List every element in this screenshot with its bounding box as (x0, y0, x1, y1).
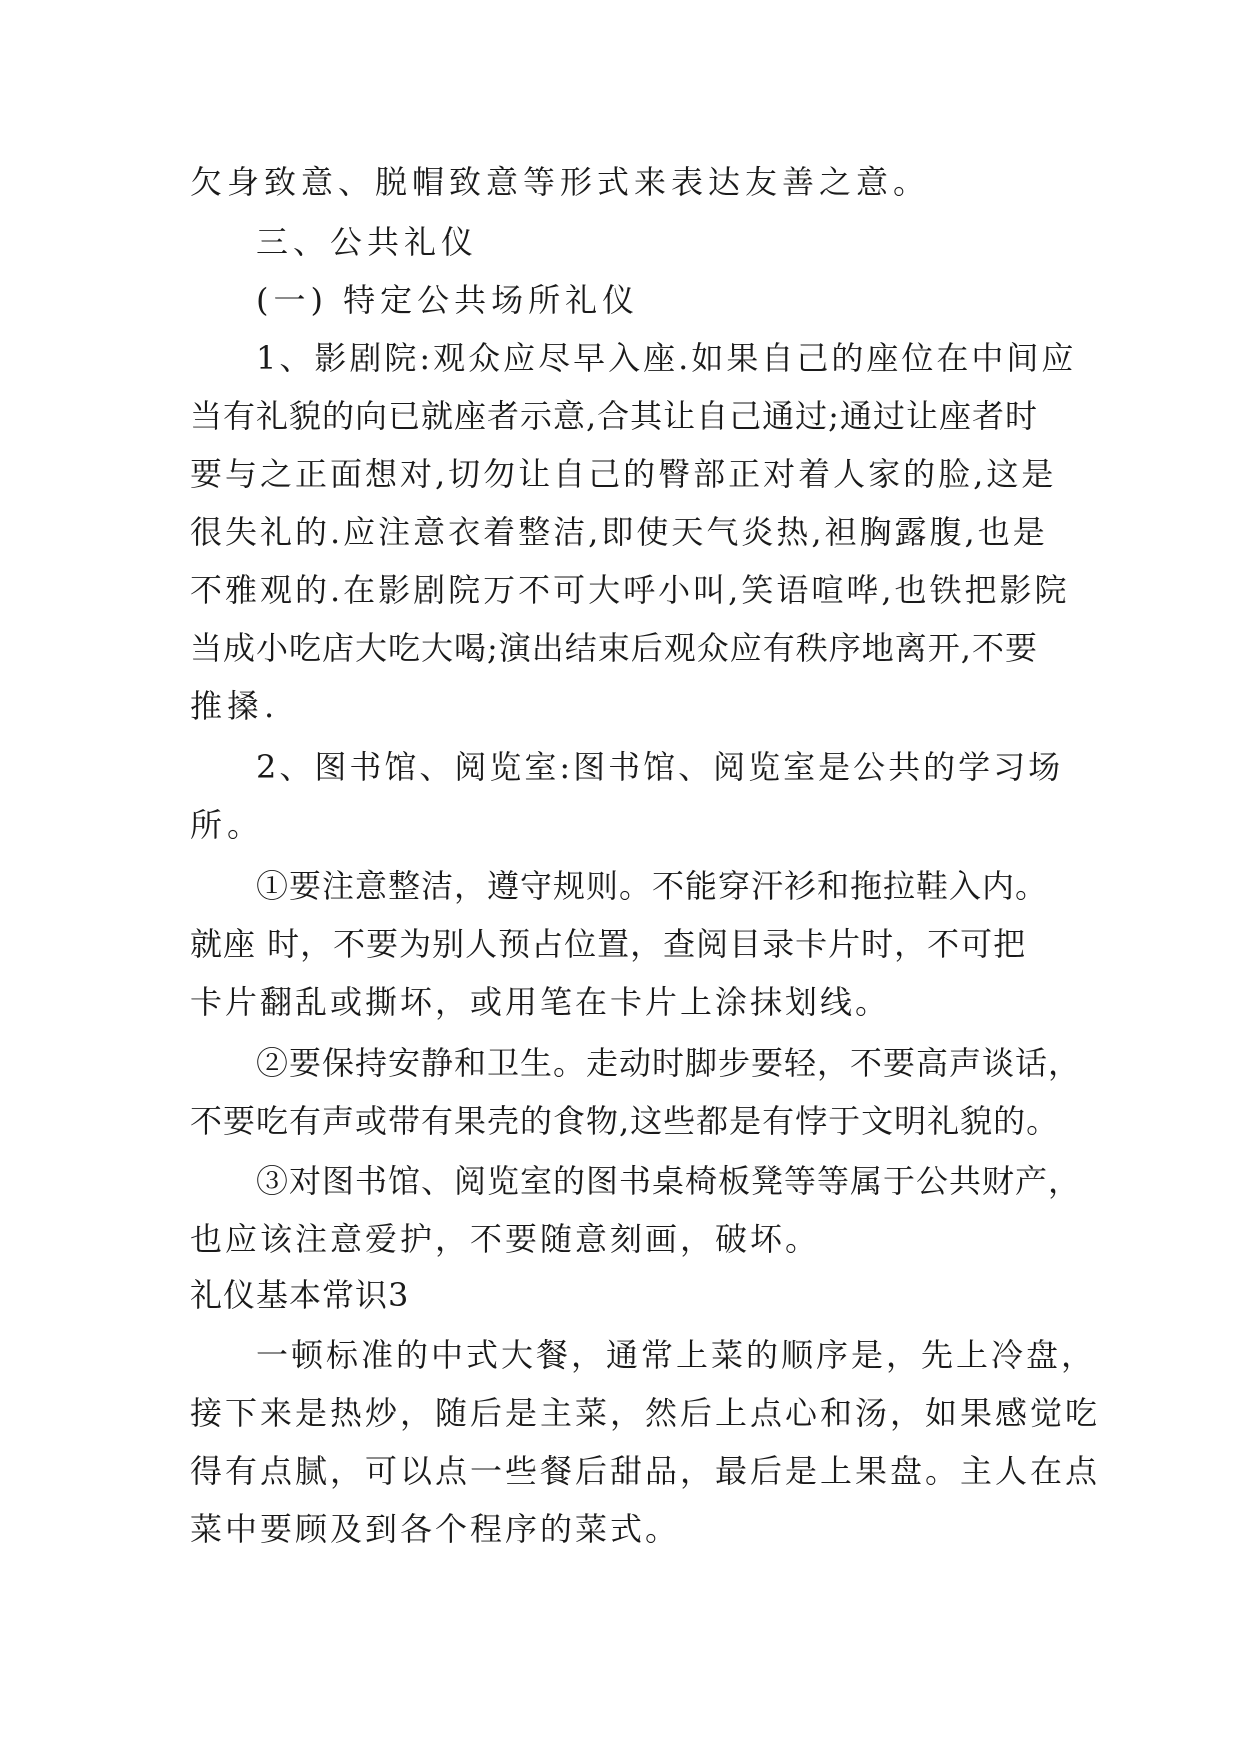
section-heading: 三、公共礼仪 (256, 223, 479, 261)
paragraph-line: 2、图书馆、阅览室:图书馆、阅览室是公共的学习场 (256, 748, 1064, 786)
paragraph-line: 当成小吃店大吃大喝;演出结束后观众应有秩序地离开,不要 (190, 629, 1038, 667)
paragraph-line: ①要注意整洁，遵守规则。不能穿汗衫和拖拉鞋入内。 (256, 867, 1049, 905)
paragraph-line: 一顿标准的中式大餐，通常上菜的顺序是，先上冷盘， (256, 1336, 1097, 1374)
paragraph-line: 接下来是热炒，随后是主菜，然后上点心和汤，如果感觉吃 (190, 1394, 1101, 1432)
paragraph-line: 不要吃有声或带有果壳的食物,这些都是有悖于文明礼貌的。 (190, 1102, 1060, 1140)
paragraph-line: 1、影剧院:观众应尽早入座.如果自己的座位在中间应 (256, 339, 1077, 377)
document-heading: 礼仪基本常识3 (190, 1276, 410, 1314)
paragraph-line: 当有礼貌的向已就座者示意,合其让自己通过;通过让座者时 (190, 397, 1038, 435)
paragraph-line: ②要保持安静和卫生。走动时脚步要轻，不要高声谈话， (256, 1044, 1082, 1082)
paragraph-line: 菜中要顾及到各个程序的菜式。 (190, 1510, 681, 1548)
paragraph-line: 不雅观的.在影剧院万不可大呼小叫,笑语喧哗,也铁把影院 (190, 571, 1070, 609)
paragraph-line: 所。 (190, 806, 265, 844)
subsection-heading: (一) 特定公共场所礼仪 (256, 281, 640, 319)
paragraph-line: 也应该注意爱护，不要随意刻画，破坏。 (190, 1220, 821, 1258)
paragraph-line: 卡片翻乱或撕坏，或用笔在卡片上涂抹划线。 (190, 983, 891, 1021)
paragraph-line: 很失礼的.应注意衣着整洁,即使天气炎热,袒胸露腹,也是 (190, 513, 1048, 551)
paragraph-line: 推搡. (190, 687, 280, 725)
paragraph-line: 得有点腻，可以点一些餐后甜品，最后是上果盘。主人在点 (190, 1452, 1101, 1490)
paragraph-line: ③对图书馆、阅览室的图书桌椅板凳等等属于公共财产， (256, 1162, 1082, 1200)
paragraph-line: 就座 时，不要为别人预占位置，查阅目录卡片时，不可把 (190, 925, 1027, 963)
paragraph-line: 欠身致意、脱帽致意等形式来表达友善之意。 (190, 163, 931, 201)
paragraph-line: 要与之正面想对,切勿让自己的臀部正对着人家的脸,这是 (190, 455, 1057, 493)
